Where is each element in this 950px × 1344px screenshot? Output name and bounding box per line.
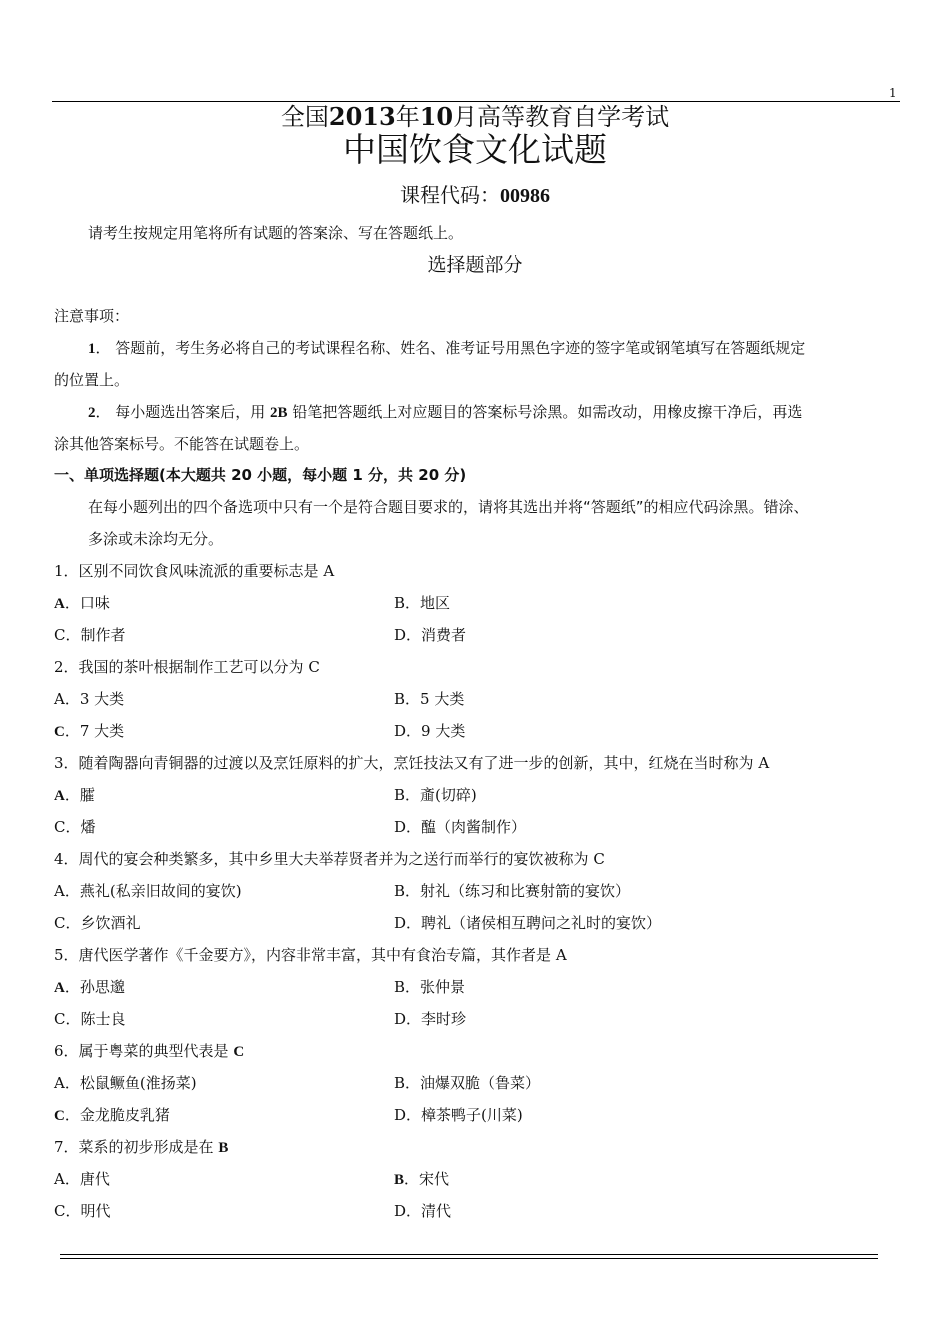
note-2-continued: 涂其他答案标号。不能答在试题卷上。	[54, 435, 310, 453]
option-text: ．制作者	[65, 626, 126, 644]
question-6-text: 6．属于粤菜的典型代表是	[54, 1042, 234, 1060]
option-key: A	[54, 882, 65, 900]
question-7-option-c	[54, 1200, 111, 1221]
part1-desc-line1: 在每小题列出的四个备选项中只有一个是符合题目要求的，请将其选出并将“答题纸”的相应代码涂黑。错涂、	[88, 498, 809, 516]
note-2-number: 2	[88, 405, 96, 421]
option-text: ．燔	[65, 818, 96, 836]
question-7-stem	[54, 1136, 228, 1157]
option-text: ．射礼（练习和比赛射箭的宴饮）	[405, 882, 631, 900]
option-key: B	[394, 594, 406, 612]
question-3-stem: 3．随着陶器向青铜器的过渡以及烹饪原料的扩大，烹饪技法又有了进一步的创新，其中，红烧在当时称为 A	[54, 754, 770, 772]
question-1-option-a	[54, 592, 110, 613]
part1-heading: 一、单项选择题(本大题共 20 小题，每小题 1 分，共 20 分)	[54, 466, 467, 484]
option-text: ．明代	[65, 1202, 111, 1220]
course-code-value: 00986	[500, 185, 550, 207]
exam-title: 中国饮食文化试题	[343, 130, 607, 169]
option-key: A	[54, 1170, 65, 1188]
option-text: ．臛	[64, 786, 95, 804]
option-key: B	[394, 978, 406, 996]
option-key: C	[54, 626, 66, 644]
question-7-answer: B	[218, 1140, 229, 1156]
question-2-option-d	[394, 720, 465, 741]
course-code	[0, 179, 950, 208]
option-text: ．张仲景	[405, 978, 466, 996]
note-2-text-pre: ． 每小题选出答案后，用	[95, 403, 271, 421]
option-text: ．燕礼(私亲旧故间的宴饮)	[64, 882, 242, 900]
option-key: D	[394, 818, 407, 836]
option-text: ．樟茶鸭子(川菜)	[406, 1106, 523, 1124]
option-text: ．乡饮酒礼	[65, 914, 141, 932]
header-pre: 全国	[280, 103, 329, 131]
option-key: C	[54, 1010, 66, 1028]
question-5-option-c	[54, 1008, 126, 1029]
question-4-option-a	[54, 880, 242, 901]
question-1-option-d	[394, 624, 466, 645]
question-2-stem: 2．我国的茶叶根据制作工艺可以分为 C	[54, 658, 320, 676]
header-month: 10	[419, 102, 454, 131]
notes-heading: 注意事项：	[54, 307, 130, 325]
footer-rule-top	[60, 1254, 878, 1255]
question-1-option-c	[54, 624, 126, 645]
question-4-option-d	[394, 912, 661, 933]
option-text: ．陈士良	[65, 1010, 126, 1028]
question-7-option-b	[394, 1168, 449, 1189]
option-text: ．醢（肉酱制作）	[406, 818, 527, 836]
option-text: ．清代	[406, 1202, 452, 1220]
option-text: ．金龙脆皮乳猪	[64, 1106, 170, 1124]
option-key: C	[54, 1108, 65, 1124]
option-key: D	[394, 914, 407, 932]
question-3-option-c	[54, 816, 96, 837]
option-text: ．聘礼（诸侯相互聘问之礼时的宴饮）	[406, 914, 662, 932]
option-key: C	[54, 914, 66, 932]
question-1-stem: 1．区别不同饮食风味流派的重要标志是 A	[54, 562, 335, 580]
footer-rule-bottom	[60, 1258, 878, 1259]
question-3-option-b	[394, 784, 477, 805]
note-1	[88, 337, 805, 358]
note-1-text: ． 答题前，考生务必将自己的考试课程名称、姓名、准考证号用黑色字迹的签字笔或钢笔填写在答题纸规定	[95, 339, 806, 357]
note-2	[88, 401, 802, 422]
note-1-continued: 的位置上。	[54, 371, 130, 389]
option-text: ．宋代	[404, 1170, 450, 1188]
option-key: C	[54, 818, 66, 836]
option-text: ．孙思邈	[64, 978, 125, 996]
instruction: 请考生按规定用笔将所有试题的答案涂、写在答题纸上。	[88, 224, 464, 242]
question-7-text: 7．菜系的初步形成是在	[54, 1138, 219, 1156]
option-text: ．7 大类	[64, 722, 125, 740]
header-post: 月高等教育自学考试	[453, 103, 670, 131]
question-4-option-b	[394, 880, 630, 901]
option-key: C	[54, 724, 65, 740]
question-3-option-d	[394, 816, 526, 837]
section-title: 选择题部分	[427, 254, 523, 276]
option-key: B	[394, 690, 406, 708]
option-text: ．油爆双脆（鲁菜）	[405, 1074, 541, 1092]
option-key: B	[394, 786, 406, 804]
question-6-option-b	[394, 1072, 540, 1093]
option-text: ．松鼠鳜鱼(淮扬菜)	[64, 1074, 197, 1092]
option-text: ．齑(切碎)	[405, 786, 477, 804]
option-key: A	[54, 690, 65, 708]
question-7-option-d	[394, 1200, 451, 1221]
option-key: B	[394, 1074, 406, 1092]
option-key: A	[54, 980, 65, 996]
question-6-option-d	[394, 1104, 523, 1125]
header-mid: 年	[395, 103, 420, 131]
option-key: B	[394, 1172, 405, 1188]
question-1-option-b	[394, 592, 450, 613]
note-2-bold: 2B	[270, 405, 288, 421]
option-key: D	[394, 1202, 407, 1220]
question-6-option-c	[54, 1104, 170, 1125]
page-number: 1	[889, 86, 897, 100]
question-7-option-a	[54, 1168, 110, 1189]
question-3-option-a	[54, 784, 95, 805]
question-6-answer: C	[233, 1044, 245, 1060]
option-key: A	[54, 596, 65, 612]
option-key: D	[394, 626, 407, 644]
question-2-option-c	[54, 720, 124, 741]
question-5-option-a	[54, 976, 125, 997]
option-key: D	[394, 722, 407, 740]
option-key: B	[394, 882, 406, 900]
note-1-number: 1	[88, 341, 96, 357]
option-text: ．消费者	[406, 626, 467, 644]
question-5-option-b	[394, 976, 465, 997]
question-2-option-a	[54, 688, 124, 709]
option-text: ．李时珍	[406, 1010, 467, 1028]
question-6-option-a	[54, 1072, 197, 1093]
option-key: D	[394, 1010, 407, 1028]
option-text: ．地区	[405, 594, 451, 612]
course-code-label: 课程代码：	[400, 183, 500, 207]
option-key: D	[394, 1106, 407, 1124]
option-text: ．5 大类	[405, 690, 465, 708]
part1-desc-line2: 多涂或未涂均无分。	[88, 530, 224, 548]
question-6-stem	[54, 1040, 244, 1061]
question-5-stem: 5．唐代医学著作《千金要方》，内容非常丰富，其中有食治专篇，其作者是 A	[54, 946, 567, 964]
option-text: ．口味	[64, 594, 110, 612]
question-4-option-c	[54, 912, 141, 933]
option-key: A	[54, 788, 65, 804]
option-text: ．3 大类	[64, 690, 125, 708]
option-text: ．9 大类	[406, 722, 466, 740]
note-2-text-post: 铅笔把答题纸上对应题目的答案标号涂黑。如需改动，用橡皮擦干净后，再选	[287, 403, 803, 421]
option-key: C	[54, 1202, 66, 1220]
question-5-option-d	[394, 1008, 466, 1029]
option-text: ．唐代	[64, 1170, 110, 1188]
question-4-stem: 4．周代的宴会种类繁多，其中乡里大夫举荐贤者并为之送行而举行的宴饮被称为 C	[54, 850, 605, 868]
option-key: A	[54, 1074, 65, 1092]
header-year: 2013	[328, 102, 396, 131]
question-2-option-b	[394, 688, 464, 709]
